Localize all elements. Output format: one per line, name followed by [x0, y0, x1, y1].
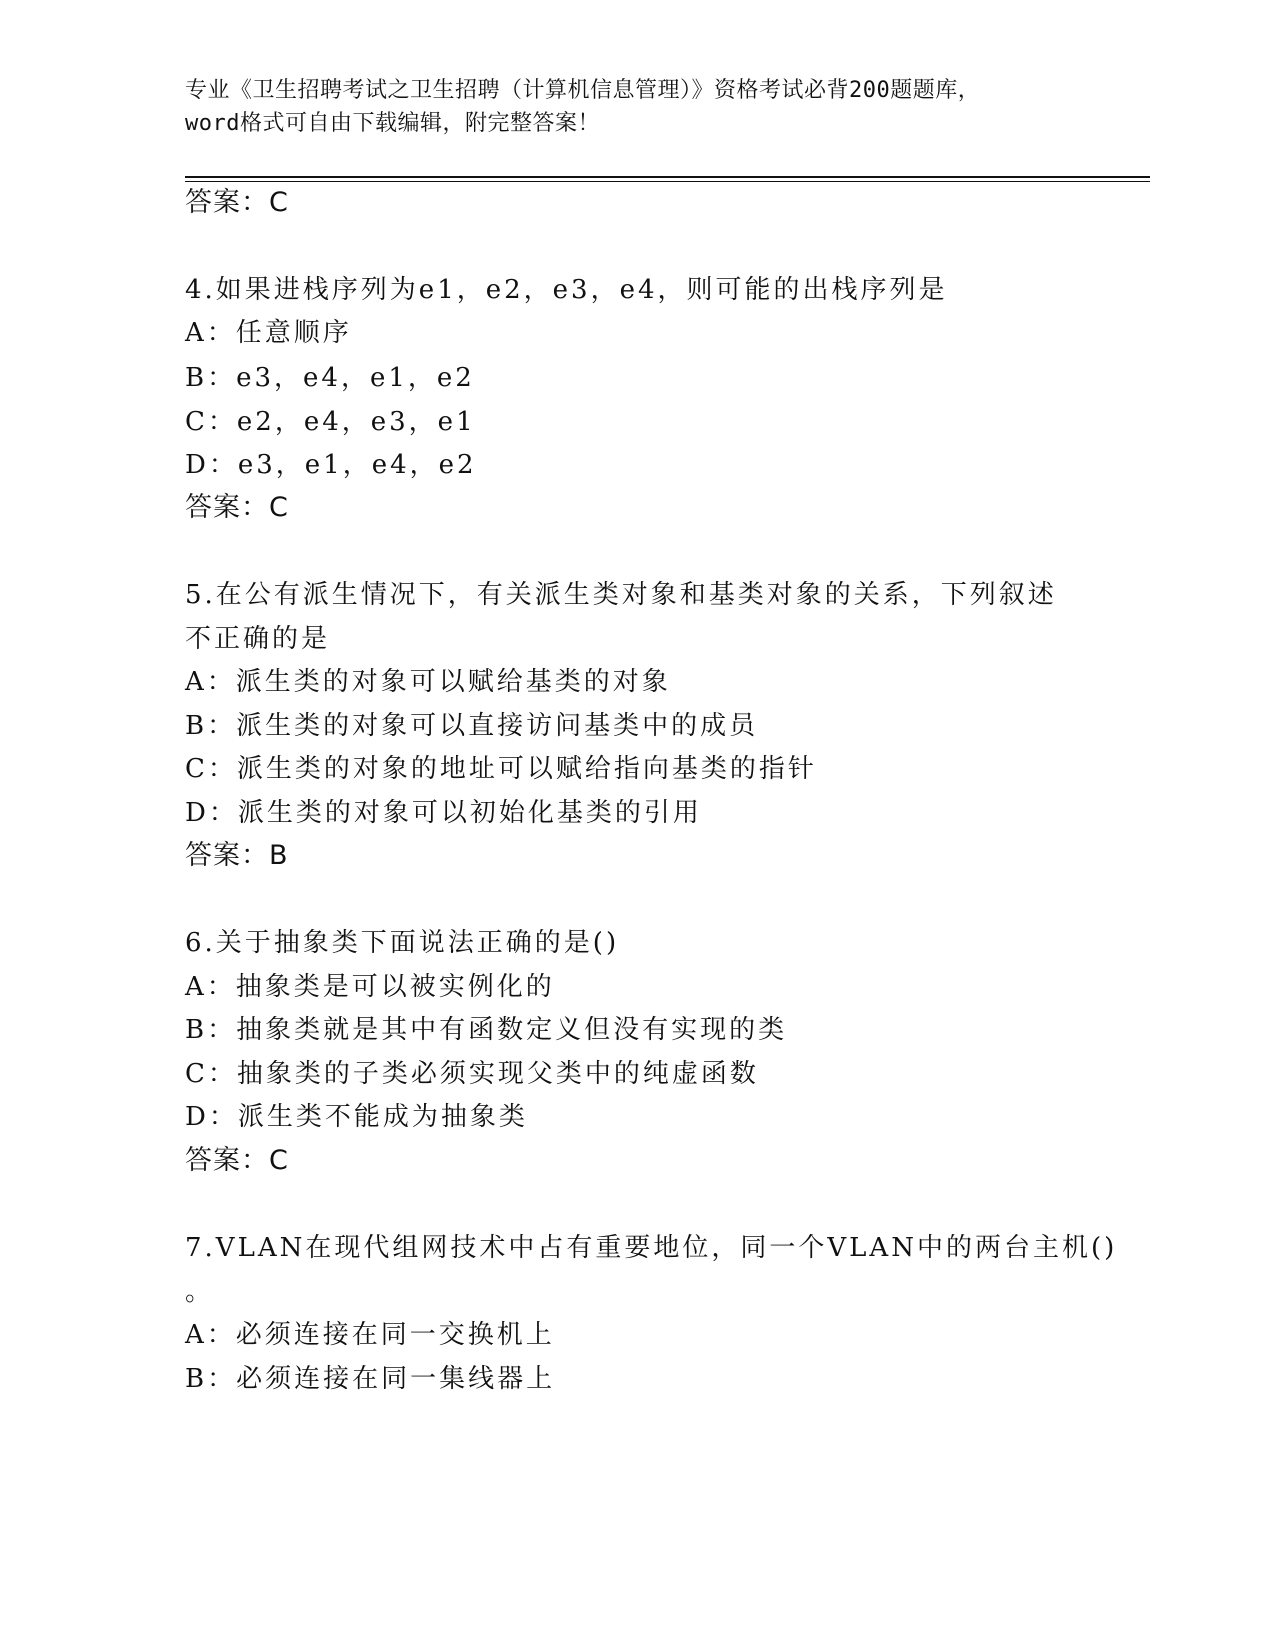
question-4-option-c: C：e2，e4，e3，e1 [185, 407, 476, 437]
question-4-answer: 答案：C [185, 492, 289, 523]
question-6-answer: 答案：C [185, 1145, 289, 1176]
question-6-option-c: C：抽象类的子类必须实现父类中的纯虚函数 [185, 1059, 759, 1089]
question-5-option-a: A：派生类的对象可以赋给基类的对象 [185, 667, 671, 697]
question-7-option-b: B：必须连接在同一集线器上 [185, 1364, 556, 1394]
question-6-option-d: D：派生类不能成为抽象类 [185, 1102, 528, 1132]
question-5-option-c: C：派生类的对象的地址可以赋给指向基类的指针 [185, 754, 817, 784]
question-7-text-line-1: 7.VLAN在现代组网技术中占有重要地位，同一个VLAN中的两台主机() [185, 1233, 1118, 1263]
question-6-option-a: A：抽象类是可以被实例化的 [185, 972, 555, 1002]
question-4-text: 4.如果进栈序列为e1，e2，e3，e4，则可能的出栈序列是 [185, 275, 948, 305]
header-divider-thick [185, 176, 1150, 178]
header-divider-thin [185, 181, 1150, 182]
question-6-option-b: B：抽象类就是其中有函数定义但没有实现的类 [185, 1015, 788, 1045]
question-5-text-line-1: 5.在公有派生情况下，有关派生类对象和基类对象的关系，下列叙述 [185, 580, 1057, 610]
question-6-text: 6.关于抽象类下面说法正确的是() [185, 928, 620, 958]
header-title-line-1: 专业《卫生招聘考试之卫生招聘（计算机信息管理）》资格考试必背200题题库， [185, 78, 981, 103]
question-5-option-b: B：派生类的对象可以直接访问基类中的成员 [185, 711, 759, 741]
question-5-option-d: D：派生类的对象可以初始化基类的引用 [185, 798, 702, 828]
question-4-option-b: B：e3，e4，e1，e2 [185, 363, 475, 393]
prev-answer: 答案：C [185, 187, 289, 218]
question-7-option-a: A：必须连接在同一交换机上 [185, 1320, 555, 1350]
question-5-text-line-2: 不正确的是 [185, 624, 331, 654]
question-4-option-d: D：e3，e1，e4，e2 [185, 450, 477, 480]
header-title-line-2: word格式可自由下载编辑，附完整答案！ [185, 111, 600, 136]
question-5-answer: 答案：B [185, 840, 289, 871]
question-7-text-line-2: 。 [185, 1277, 215, 1307]
document-header [185, 74, 1085, 140]
question-4-option-a: A：任意顺序 [185, 318, 352, 348]
